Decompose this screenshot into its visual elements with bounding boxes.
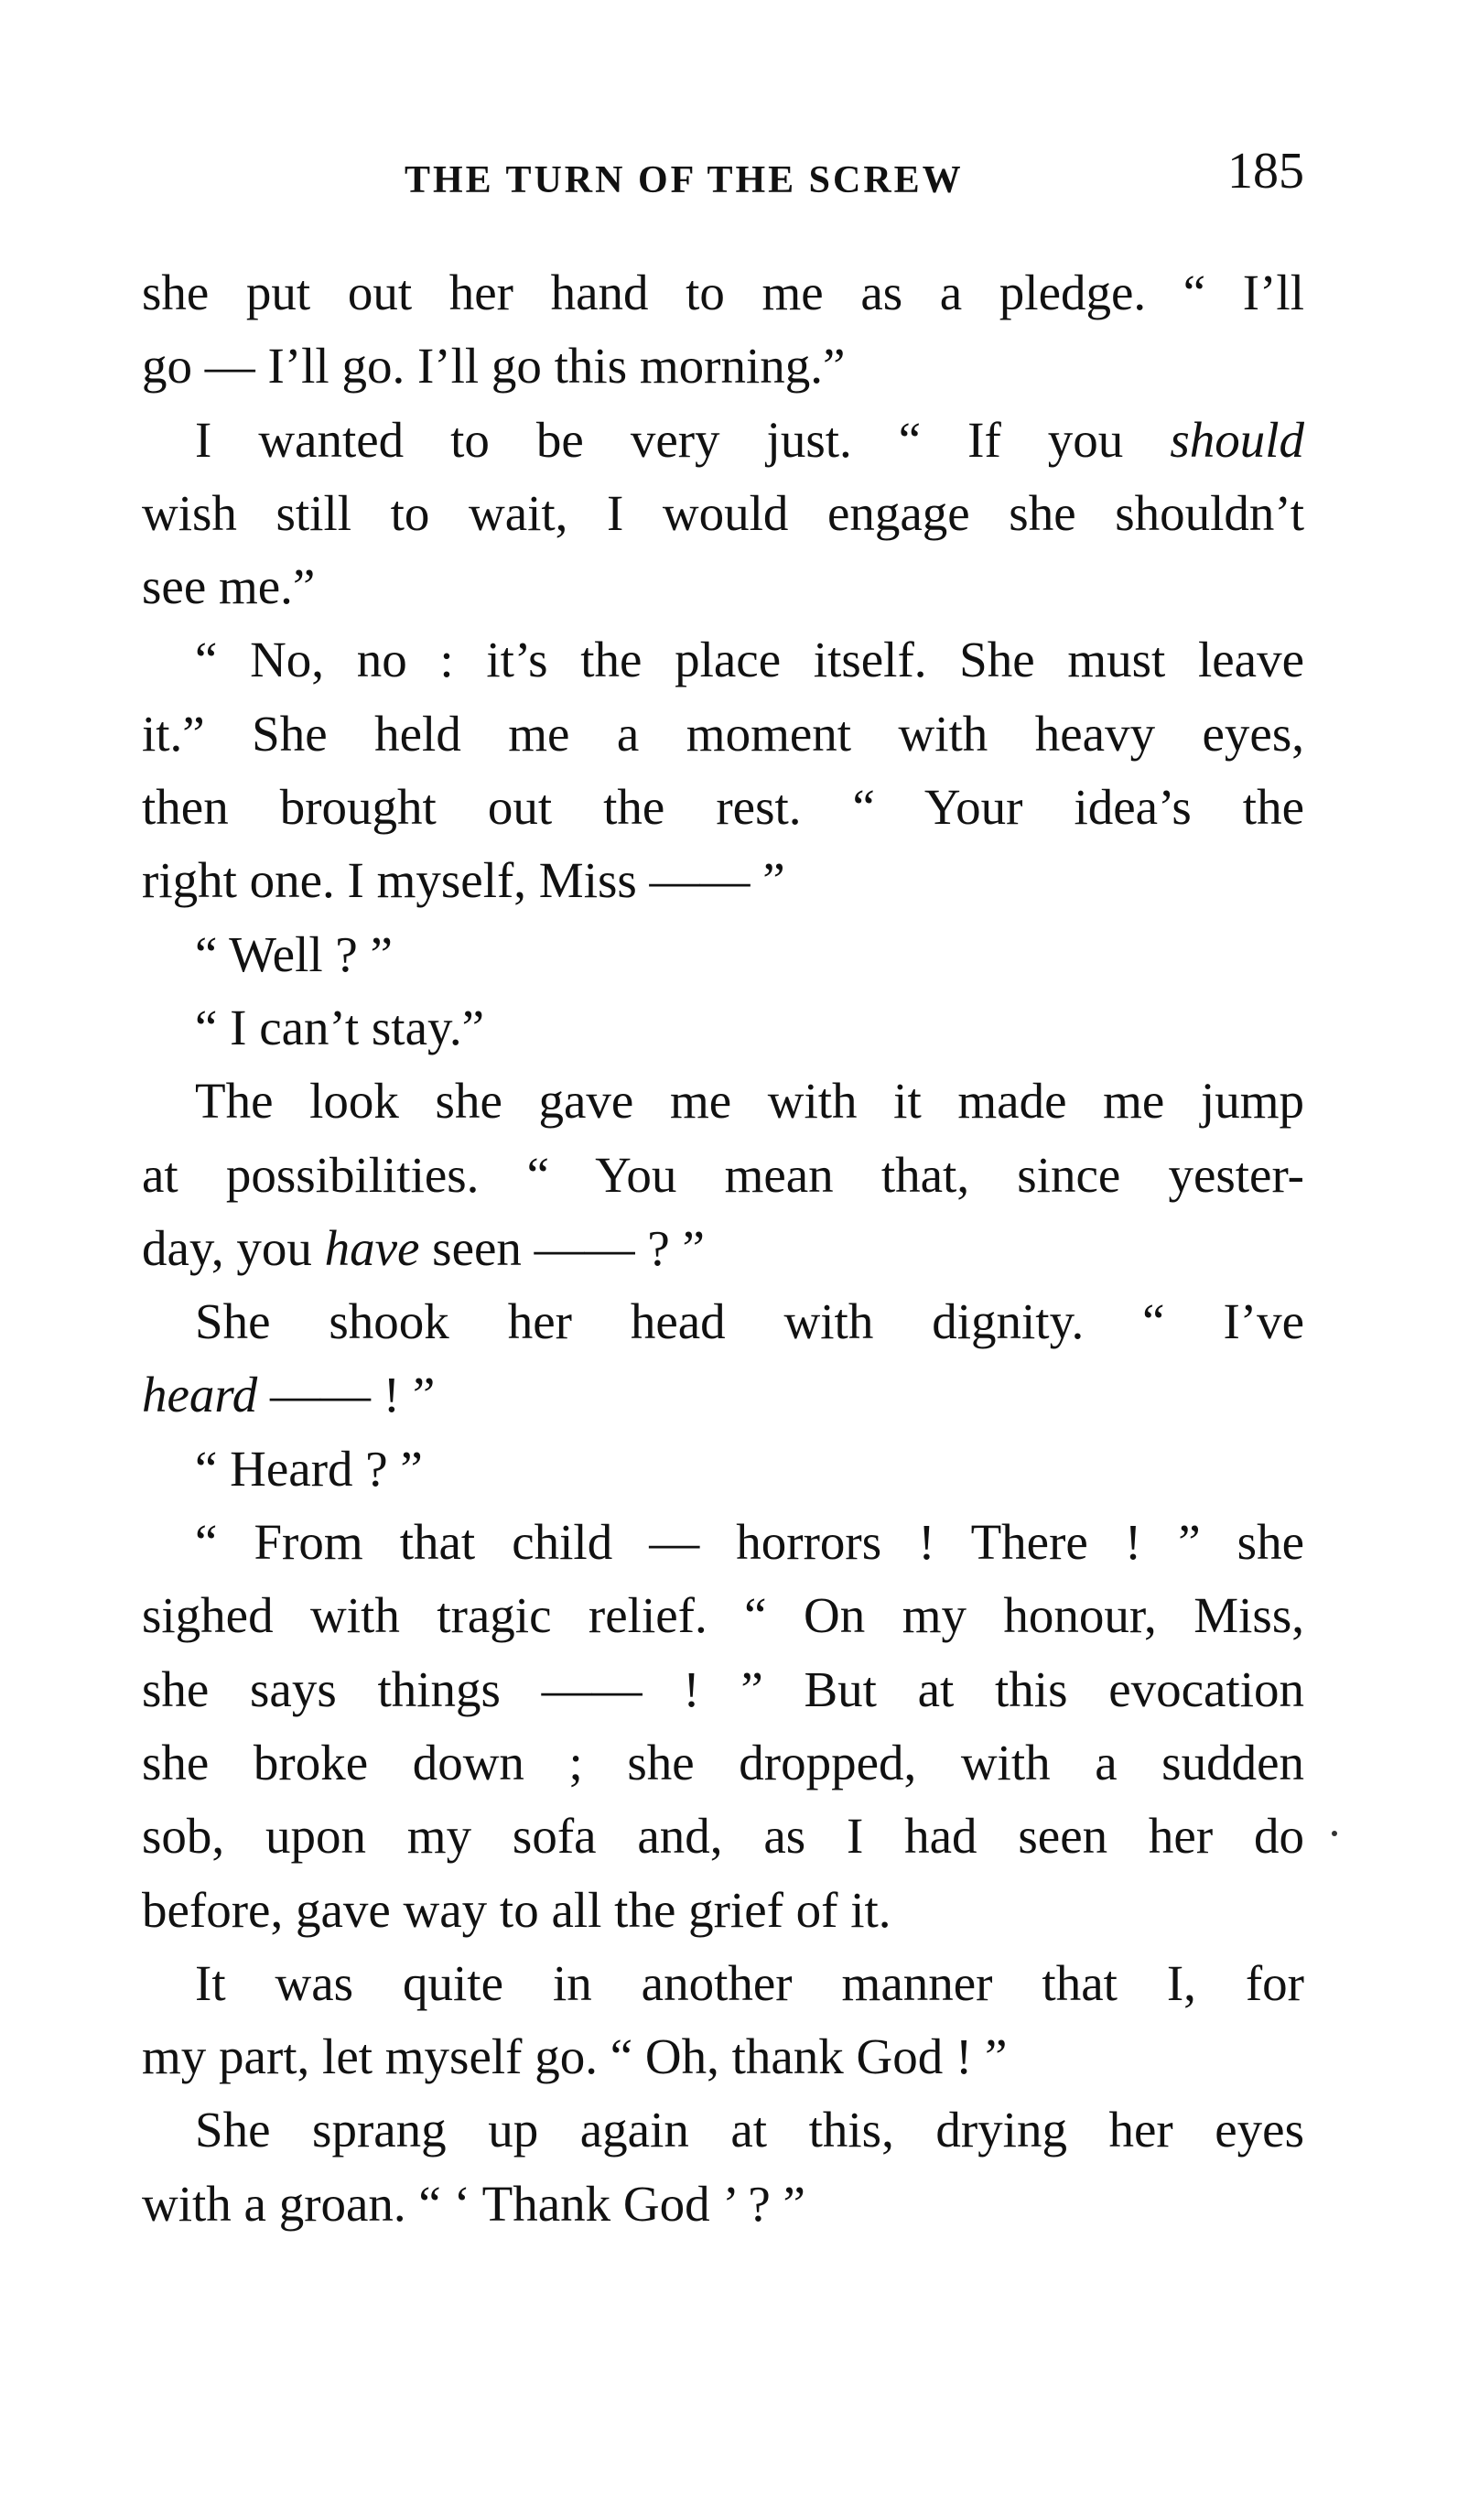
text-line: “ I can’t stay.” (195, 999, 485, 1055)
text-line: “ Well ? ” (195, 925, 393, 982)
text-line: go — I’ll go. I’ll go this morning.” (142, 338, 846, 395)
text-line: sob, upon my sofa and, as I had seen her do (142, 1808, 1304, 1865)
text-line: “ From that child — horrors ! There ! ” she (195, 1514, 1304, 1571)
text-line: She sprang up again at this, drying her eyes (195, 2102, 1304, 2158)
text-line: “ Heard ? ” (195, 1440, 423, 1497)
stray-ink-mark (1332, 1831, 1337, 1836)
text-line: my part, let myself go. “ Oh, thank God ! ” (142, 2028, 1008, 2085)
text-line: I wanted to be very just. “ If you should (195, 411, 1304, 468)
page-header (142, 142, 1304, 206)
text-line: before, gave way to all the grief of it. (142, 1881, 891, 1938)
running-title: THE TURN OF THE SCREW (405, 159, 964, 201)
text-line: She shook her head with dignity. “ I’ve (195, 1293, 1304, 1350)
text-line: at possibilities. “ You mean that, since yester- (142, 1146, 1304, 1203)
body-text (142, 256, 1304, 2241)
text-line: “ No, no : it’s the place itself. She must leave (195, 632, 1304, 688)
text-line: she says things —— ! ” But at this evocation (142, 1660, 1304, 1717)
text-line: see me.” (142, 558, 316, 615)
text-line: day, you have seen —— ? ” (142, 1219, 705, 1276)
page-number: 185 (1227, 143, 1304, 200)
text-line: it.” She held me a moment with heavy eyes, (142, 705, 1304, 762)
text-line: then brought out the rest. “ Your idea’s the (142, 779, 1304, 836)
text-line: sighed with tragic relief. “ On my honour, Miss, (142, 1587, 1304, 1644)
text-line: The look she gave me with it made me jump (195, 1073, 1304, 1130)
text-line: she broke down ; she dropped, with a sudden (142, 1734, 1304, 1790)
emphasis-text: heard (142, 1367, 258, 1423)
text-line: right one. I myself, Miss —— ” (142, 852, 785, 909)
text-line: she put out her hand to me as a pledge. “ I’ll (142, 265, 1304, 320)
text-line: wish still to wait, I would engage she shouldn’t (142, 484, 1304, 541)
emphasis-text: have (324, 1219, 420, 1276)
text-line: heard —— ! ” (142, 1367, 436, 1423)
text-line: with a groan. “ ‘ Thank God ’ ? ” (142, 2175, 805, 2232)
emphasis-text: should (1170, 411, 1304, 468)
text-line: It was quite in another manner that I, for (195, 1954, 1304, 2011)
